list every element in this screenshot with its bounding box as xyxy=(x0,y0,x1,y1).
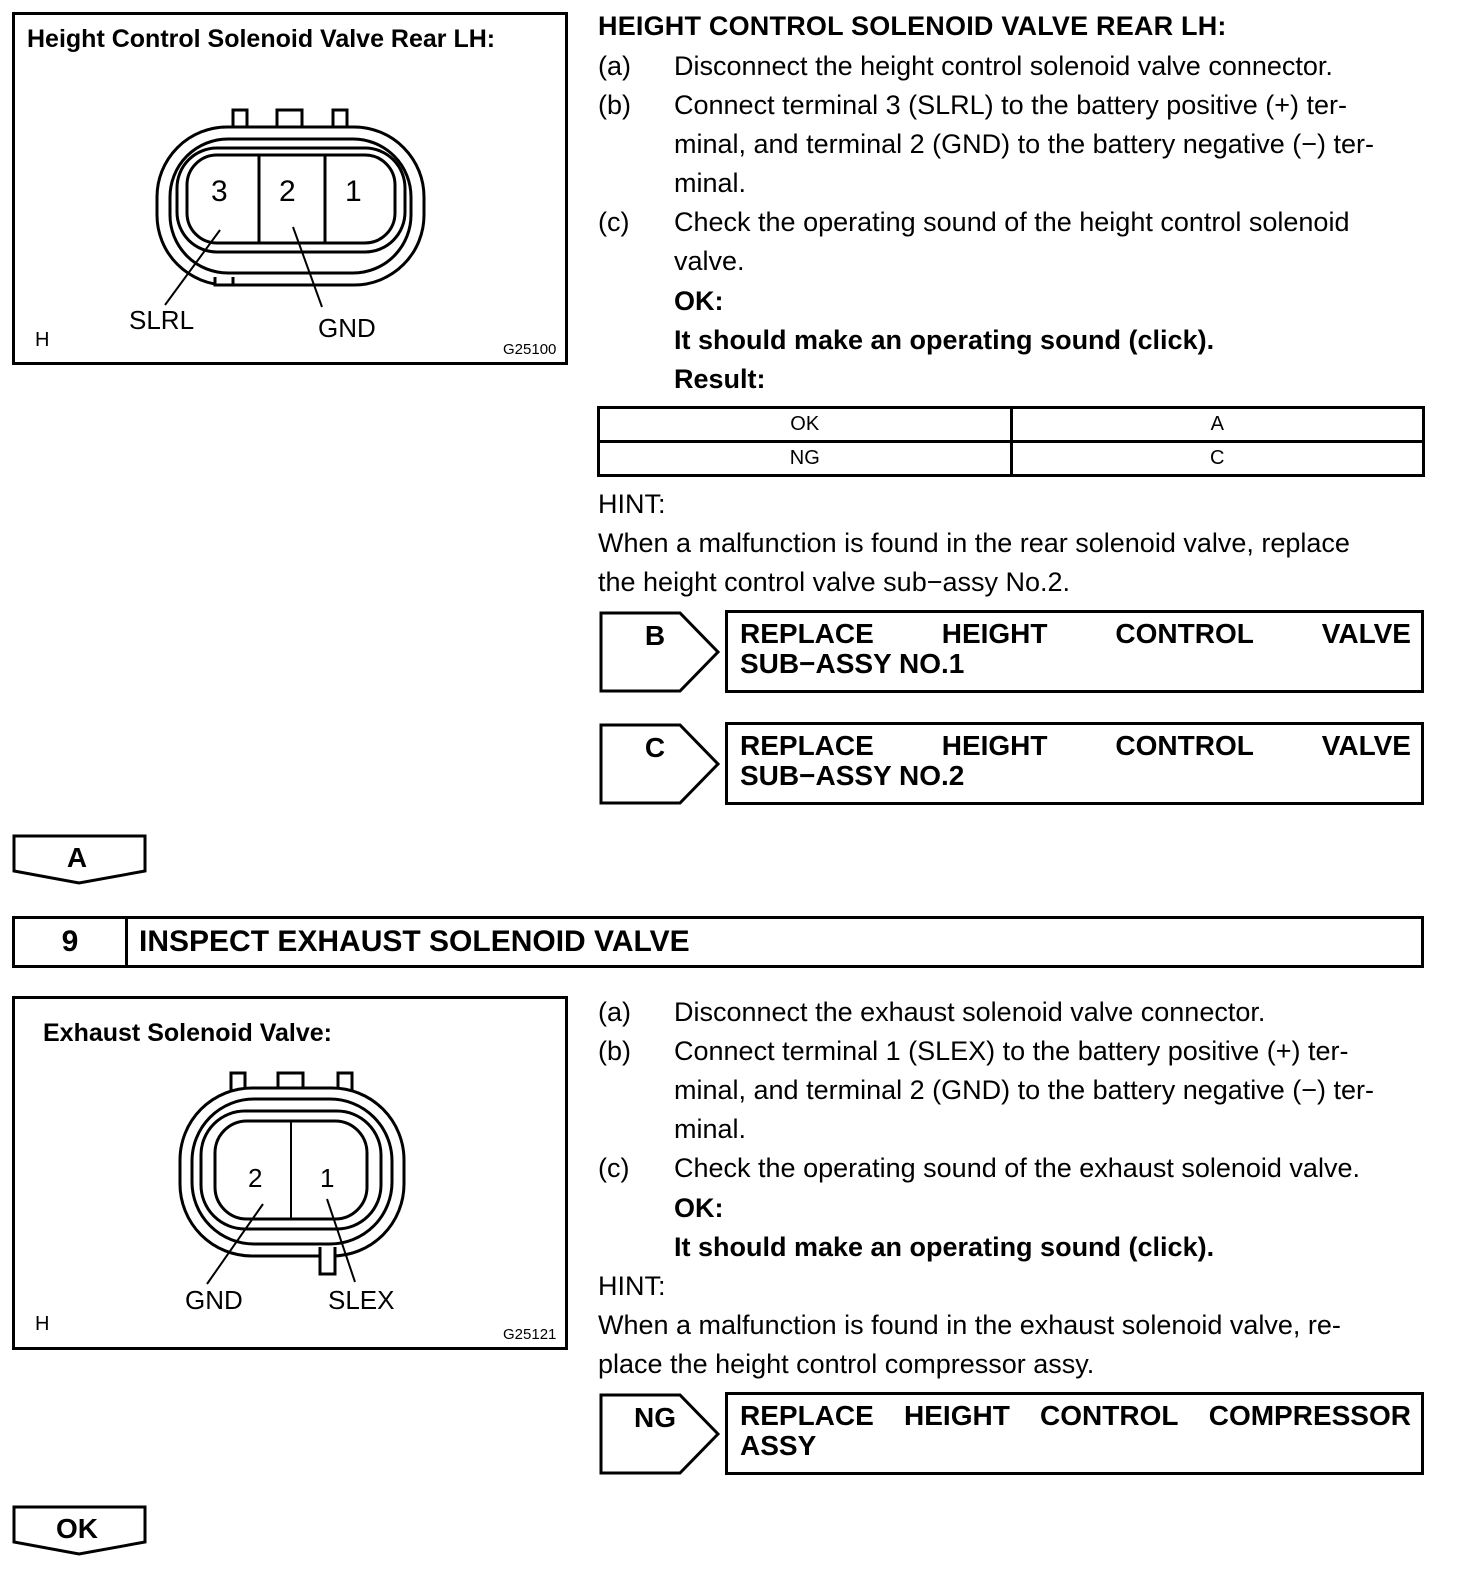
table-row xyxy=(599,442,1424,476)
terminal-label-gnd: GND xyxy=(185,1285,243,1315)
terminal-label-slrl: SLRL xyxy=(129,305,195,335)
pin-label-1: 1 xyxy=(345,175,362,208)
terminal-label-slex: SLEX xyxy=(328,1285,395,1315)
next-step-ok-key: OK xyxy=(56,1513,98,1544)
action-line-2: SUB−ASSY NO.2 xyxy=(740,760,965,791)
action-line-2: ASSY xyxy=(740,1430,817,1461)
step-b-line: minal, and terminal 2 (GND) to the battery negative (−) ter- xyxy=(674,1075,1375,1105)
outcome-c-key: C xyxy=(644,732,666,763)
connector-2pin-diagram xyxy=(15,999,565,1347)
step-a-line: Disconnect the height control solenoid valve connector. xyxy=(674,51,1333,81)
pin-label-2: 2 xyxy=(248,1163,263,1193)
action-word: CONTROL xyxy=(1115,730,1254,761)
action-line-2: SUB−ASSY NO.1 xyxy=(740,648,965,679)
step-label-a: (a) xyxy=(598,997,631,1027)
table-cell: NG xyxy=(599,442,1012,476)
ok-label: OK: xyxy=(674,1193,724,1223)
pin-label-3: 3 xyxy=(211,175,228,208)
action-word: CONTROL xyxy=(1115,618,1254,649)
table-cell: OK xyxy=(599,408,1012,442)
result-label: Result: xyxy=(674,364,766,394)
figure-corner-mark: H xyxy=(35,329,50,351)
hint-label: HINT: xyxy=(598,489,666,519)
action-word: CONTROL xyxy=(1040,1400,1179,1431)
step-b-line: minal. xyxy=(674,1114,747,1144)
action-word: REPLACE xyxy=(740,618,874,649)
ok-label: OK: xyxy=(674,286,724,316)
step-c-line: Check the operating sound of the height control solenoid xyxy=(674,207,1350,237)
pin-label-1: 1 xyxy=(320,1163,335,1193)
step-b-line: Connect terminal 3 (SLRL) to the battery positive (+) ter- xyxy=(674,90,1348,120)
figure-corner-mark: H xyxy=(35,1313,50,1335)
step-label-c: (c) xyxy=(598,207,630,237)
step-c-line: valve. xyxy=(674,246,745,276)
step-header xyxy=(12,916,1424,968)
action-word: VALVE xyxy=(1321,618,1411,649)
outcome-ng-key: NG xyxy=(634,1402,676,1433)
outcome-c-action xyxy=(725,722,1424,805)
figure-title: Height Control Solenoid Valve Rear LH: xyxy=(27,25,496,53)
action-word: VALVE xyxy=(1321,730,1411,761)
ok-criteria: It should make an operating sound (click). xyxy=(674,1232,1215,1262)
figure-code: G25121 xyxy=(503,1326,557,1343)
outcome-b-action xyxy=(725,610,1424,693)
terminal-label-gnd: GND xyxy=(318,313,376,343)
hint-line: place the height control compressor assy. xyxy=(598,1349,1095,1379)
figure-exhaust-valve xyxy=(12,996,568,1350)
action-word: HEIGHT xyxy=(941,730,1048,761)
table-cell: C xyxy=(1011,442,1424,476)
step-number: 9 xyxy=(15,919,128,965)
section-heading: HEIGHT CONTROL SOLENOID VALVE REAR LH: xyxy=(598,11,1227,41)
figure-title: Exhaust Solenoid Valve: xyxy=(43,1019,332,1047)
action-word: REPLACE xyxy=(740,730,874,761)
next-step-a-key: A xyxy=(66,842,88,873)
outcome-ng-action xyxy=(725,1392,1424,1475)
table-row xyxy=(599,408,1424,442)
action-word: HEIGHT xyxy=(904,1400,1010,1431)
step-a-line: Disconnect the exhaust solenoid valve connector. xyxy=(674,997,1266,1027)
action-word: REPLACE xyxy=(740,1400,874,1431)
ok-criteria: It should make an operating sound (click). xyxy=(674,325,1215,355)
step-b-line: minal. xyxy=(674,168,747,198)
hint-line: When a malfunction is found in the exhaust solenoid valve, re- xyxy=(598,1310,1341,1340)
hint-line: the height control valve sub−assy No.2. xyxy=(598,567,1071,597)
result-table xyxy=(597,406,1425,477)
table-cell: A xyxy=(1011,408,1424,442)
step-b-line: Connect terminal 1 (SLEX) to the battery positive (+) ter- xyxy=(674,1036,1349,1066)
action-word: COMPRESSOR xyxy=(1208,1400,1411,1431)
pin-label-2: 2 xyxy=(279,175,296,208)
step-c-line: Check the operating sound of the exhaust solenoid valve. xyxy=(674,1153,1360,1183)
figure-code: G25100 xyxy=(503,341,557,358)
step-label-b: (b) xyxy=(598,90,631,120)
step-label-a: (a) xyxy=(598,51,631,81)
step-b-line: minal, and terminal 2 (GND) to the battery negative (−) ter- xyxy=(674,129,1375,159)
hint-label: HINT: xyxy=(598,1271,666,1301)
step-label-b: (b) xyxy=(598,1036,631,1066)
step-label-c: (c) xyxy=(598,1153,630,1183)
hint-line: When a malfunction is found in the rear solenoid valve, replace xyxy=(598,528,1350,558)
step-title: INSPECT EXHAUST SOLENOID VALVE xyxy=(139,925,690,958)
action-word: HEIGHT xyxy=(941,618,1048,649)
figure-height-control-valve xyxy=(12,12,568,365)
outcome-b-key: B xyxy=(644,620,666,651)
